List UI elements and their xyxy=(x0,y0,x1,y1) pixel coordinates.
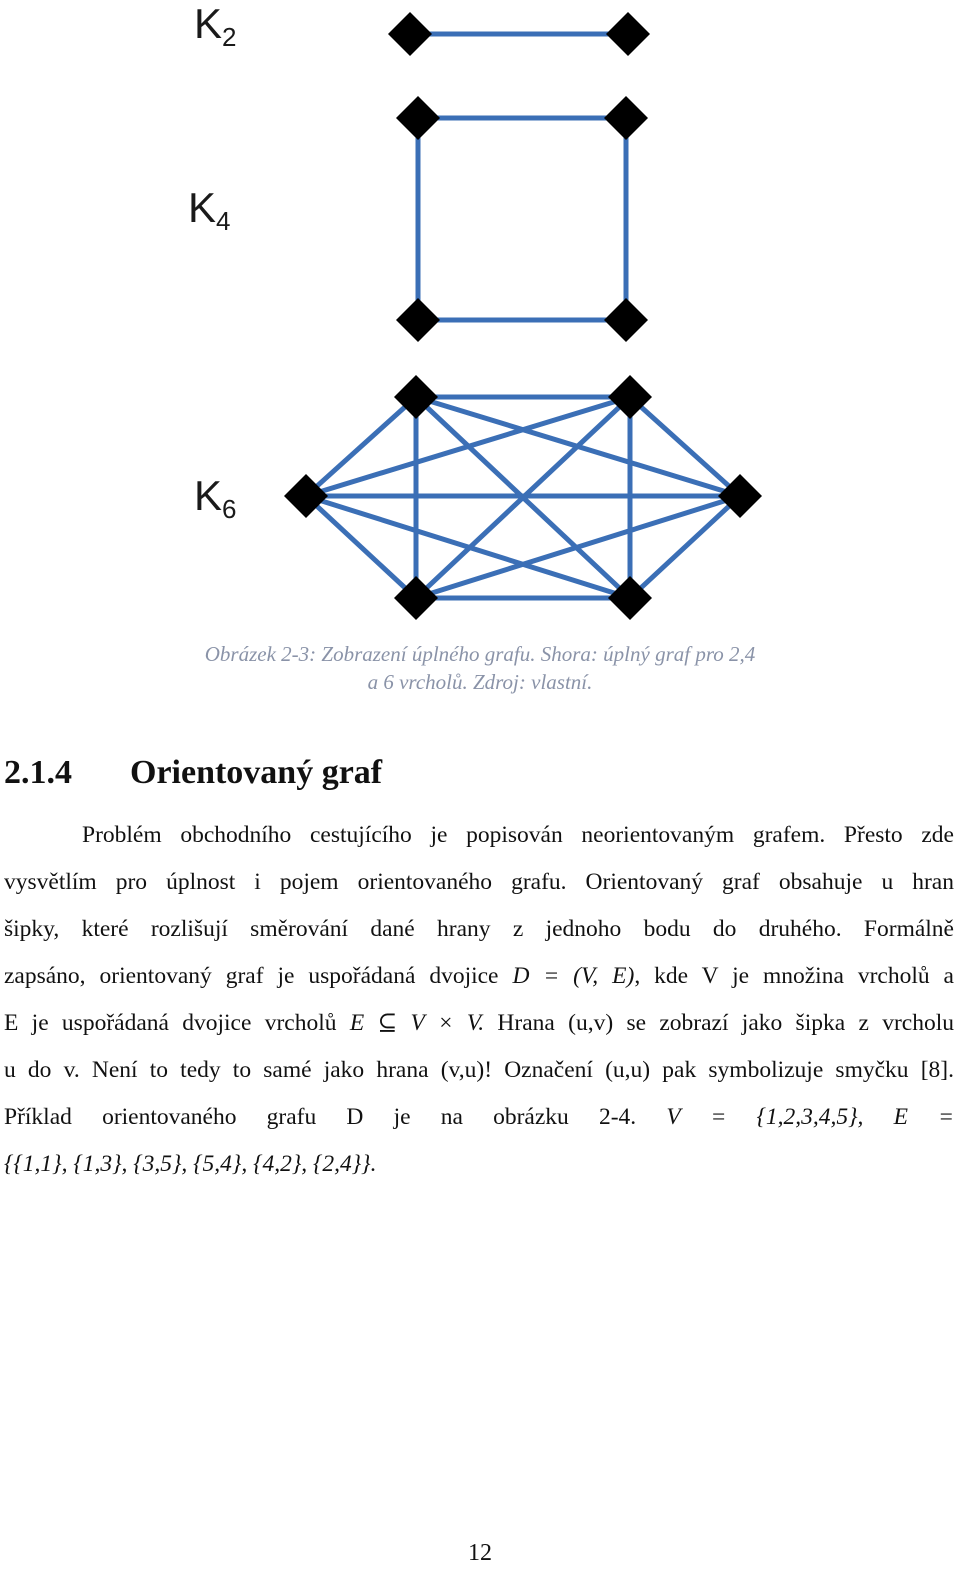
k6-label: K6 xyxy=(194,472,237,524)
text-line: Problém obchodního cestujícího je popisován neorientovaným grafem. Přesto zde xyxy=(82,822,954,848)
text-line: vysvětlím pro úplnost i pojem orientovaného grafu. Orientovaný graf obsahuje u hran xyxy=(4,869,954,895)
body-paragraph xyxy=(4,812,954,1188)
math-expression: E ⊆ V × V. xyxy=(349,1010,485,1036)
text-line xyxy=(4,1141,954,1188)
k2-vertex xyxy=(606,12,650,56)
math-expression: {{1,1}, {1,3}, {3,5}, {5,4}, {4,2}, {2,4}}. xyxy=(4,1151,377,1177)
caption-line-2: a 6 vrcholů. Zdroj: vlastní. xyxy=(367,670,593,694)
section-number: 2.1.4 xyxy=(4,754,72,791)
math-expression: V = {1,2,3,4,5}, xyxy=(666,1104,864,1130)
section-heading xyxy=(4,752,382,794)
k2-label: K2 xyxy=(194,0,237,52)
section-title: Orientovaný graf xyxy=(130,754,383,791)
text-line: zapsáno, orientovaný graf je uspořádaná dvojice D = (V, E), kde V je množina vrcholů a xyxy=(4,963,954,989)
figure-caption xyxy=(0,640,960,696)
k4-label: K4 xyxy=(188,184,231,236)
text-line: E je uspořádaná dvojice vrcholů E ⊆ V × V. Hrana (u,v) se zobrazí jako šipka z vrcholu xyxy=(4,1010,954,1036)
caption-line-1: Obrázek 2-3: Zobrazení úplného grafu. Shora: úplný graf pro 2,4 xyxy=(204,642,756,666)
text-line: šipky, které rozlišují směrování dané hrany z jednoho bodu do druhého. Formálně xyxy=(4,916,954,942)
text-line: Příklad orientovaného grafu D je na obrázku 2-4. V = {1,2,3,4,5}, E = xyxy=(4,1104,955,1130)
math-expression: D = (V, E) xyxy=(512,963,635,989)
k4-vertex xyxy=(604,298,648,342)
math-expression: E = xyxy=(893,1104,955,1130)
text-line: u do v. Není to tedy to samé jako hrana (v,u)! Označení (u,u) pak symbolizuje smyčku [8]. xyxy=(4,1057,954,1083)
k4-vertex xyxy=(604,96,648,140)
k4-vertex xyxy=(396,298,440,342)
complete-graphs-figure xyxy=(0,0,960,640)
k2-vertex xyxy=(388,12,432,56)
k4-vertex xyxy=(396,96,440,140)
page-number: 12 xyxy=(468,1540,492,1566)
